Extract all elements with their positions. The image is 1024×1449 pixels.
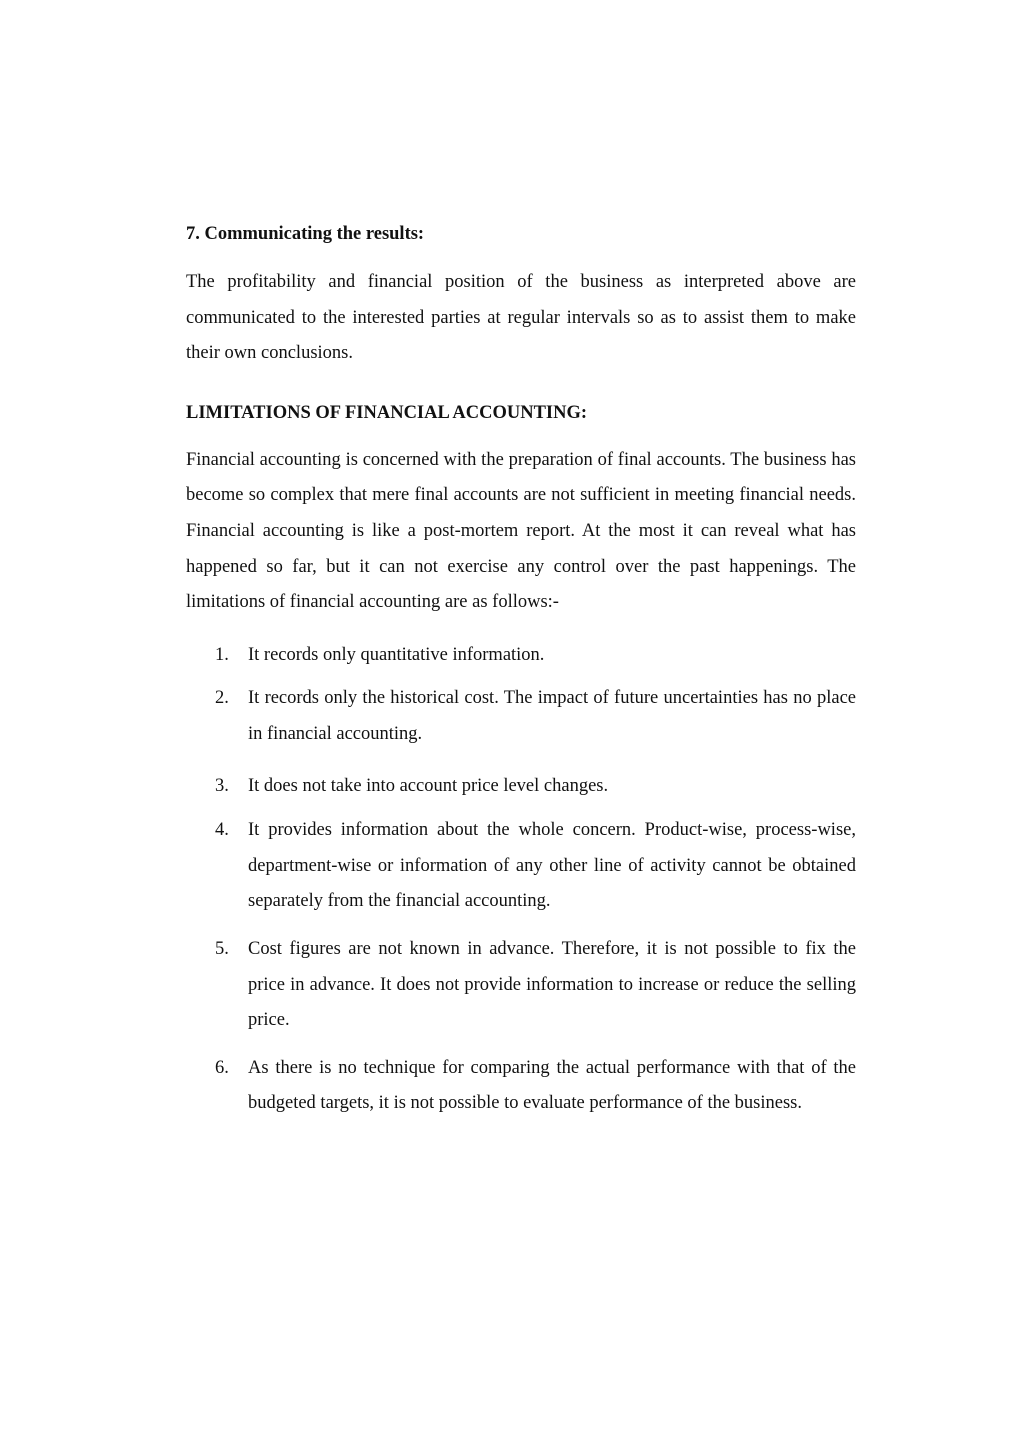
- list-item-text: It provides information about the whole concern. Product-wise, process-wise, department-wise or information of any other line of activity cannot be obtained separately from the financial accounting.: [248, 820, 856, 912]
- list-item: [186, 813, 856, 920]
- list-item-number: 1.: [215, 644, 229, 665]
- list-item: [186, 681, 856, 752]
- list-item-number: 6.: [215, 1057, 229, 1078]
- list-item: [186, 1051, 856, 1122]
- list-item-text: Cost figures are not known in advance. Therefore, it is not possible to fix the price in advance. It does not provide information to increase or reduce the selling price.: [248, 938, 856, 1031]
- list-item-number: 3.: [215, 775, 229, 796]
- section-heading-communicating-results: 7. Communicating the results:: [186, 224, 425, 244]
- communicating-results-paragraph: The profitability and financial position of the business as interpreted above are communicated to the interested parties at regular intervals so as to assist them to make their own conclusions.: [186, 272, 856, 364]
- list-item-number: 5.: [215, 938, 229, 959]
- list-item-number: 2.: [215, 688, 229, 709]
- list-item: [186, 638, 856, 674]
- list-item-number: 4.: [215, 820, 229, 841]
- document-page: [186, 221, 856, 1134]
- limitations-list: [186, 638, 856, 1122]
- section-heading-limitations: LIMITATIONS OF FINANCIAL ACCOUNTING:: [186, 402, 588, 423]
- list-item: [186, 769, 856, 805]
- limitations-intro-paragraph: Financial accounting is concerned with the preparation of final accounts. The business has become so complex that mere final accounts are not sufficient in meeting financial needs. Financial accounting is like a post-mortem report. At the most it can reveal what has happened so far, but it can not exercise any control over the past happenings. The limitations of financial accounting are as follows:-: [186, 449, 856, 613]
- list-item-text: As there is no technique for comparing the actual performance with that of the budgeted targets, it is not possible to evaluate performance of the business.: [248, 1057, 856, 1114]
- list-item-text: It records only quantitative information.: [248, 644, 545, 665]
- list-item-text: It records only the historical cost. The impact of future uncertainties has no place in financial accounting.: [248, 688, 856, 744]
- list-item: [186, 932, 856, 1039]
- list-item-text: It does not take into account price level changes.: [248, 775, 609, 796]
